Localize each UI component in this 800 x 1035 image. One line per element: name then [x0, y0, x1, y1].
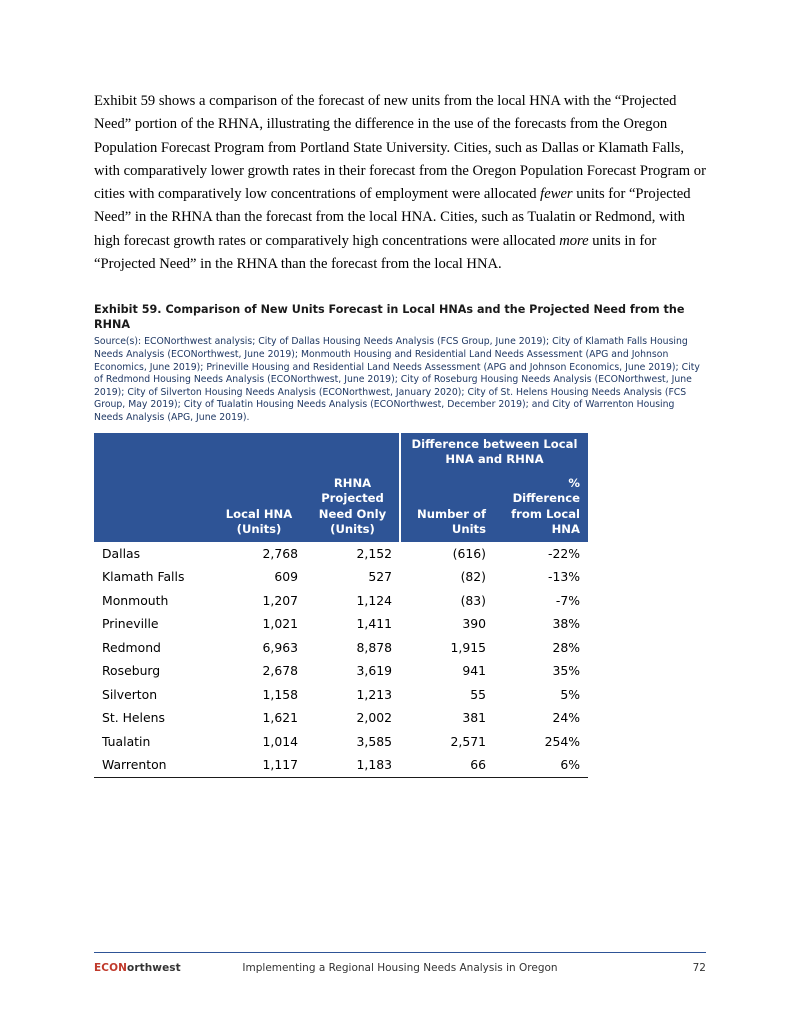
cell-local-hna: 6,963 — [262, 639, 298, 655]
cell-rhna-projected-need: 527 — [368, 569, 392, 585]
body-paragraph — [94, 90, 706, 276]
cell-number-of-units: 2,571 — [450, 733, 486, 749]
header-local-hna-line2: (Units) — [236, 522, 282, 537]
cell-city: Prineville — [102, 616, 159, 632]
table-row — [94, 589, 588, 613]
cell-local-hna: 609 — [274, 569, 298, 585]
cell-local-hna: 2,768 — [262, 545, 298, 561]
exhibit-source: Source(s): ECONorthwest analysis; City of Dallas Housing Needs Analysis (FCS Group, June 2019); City of Klamath Falls Housing Needs Analysis (ECONorthwest, June 2019); Monmouth Housing and Residential Land Needs Assessment (APG and Johnson Economics, June 2019); Prineville Housing and Residential Land Needs Assessment (APG and Johnson Economics, June 2019); City of Redmond Housing Needs Analysis (ECONorthwest, June 2019); City of Roseburg Housing Needs Analysis (ECONorthwest, June 2019); City of Silverton Housing Needs Analysis (ECONorthwest, January 2020); City of St. Helens Housing Needs Analysis (FCS Group, May 2019); City of Tualatin Housing Needs Analysis (ECONorthwest, December 2019); and City of Warrenton Housing Needs Analysis (APG, June 2019). — [94, 336, 700, 423]
cell-local-hna: 1,014 — [262, 733, 298, 749]
header-pct-difference — [494, 472, 588, 542]
table-row — [94, 659, 588, 683]
footer-divider — [94, 952, 706, 953]
cell-city: Tualatin — [102, 733, 151, 749]
header-pct-line1: % Difference — [512, 475, 580, 506]
header-rhna-line4: (Units) — [330, 522, 375, 537]
cell-local-hna: 1,207 — [262, 592, 298, 608]
cell-pct-difference: 6% — [494, 753, 588, 777]
cell-city: Dallas — [102, 545, 141, 561]
cell-rhna-projected-need: 8,878 — [356, 639, 392, 655]
header-pct-line3: HNA — [551, 522, 580, 537]
footer-title: Implementing a Regional Housing Needs Analysis in Oregon — [242, 962, 558, 974]
header-difference-group: Difference between Local HNA and RHNA — [400, 433, 588, 472]
table-row — [94, 730, 588, 754]
cell-number-of-units: 55 — [470, 686, 486, 702]
cell-number-of-units: 66 — [400, 753, 494, 777]
comparison-table — [94, 433, 588, 778]
cell-rhna-projected-need: 1,411 — [356, 616, 392, 632]
cell-city: Warrenton — [94, 753, 212, 777]
cell-pct-difference: 38% — [552, 616, 580, 632]
cell-pct-difference: 254% — [544, 733, 580, 749]
cell-city: St. Helens — [102, 710, 165, 726]
table-row — [94, 706, 588, 730]
cell-number-of-units: (83) — [460, 592, 486, 608]
footer-page-number: 72 — [692, 962, 706, 974]
header-number-of-units — [400, 472, 494, 542]
cell-pct-difference: 35% — [552, 663, 580, 679]
paragraph-italic-fewer: fewer — [540, 186, 573, 203]
header-city-blank — [94, 433, 212, 542]
cell-rhna-projected-need: 1,183 — [306, 753, 400, 777]
header-local-hna — [212, 433, 306, 542]
cell-pct-difference: -7% — [555, 592, 580, 608]
cell-rhna-projected-need: 2,002 — [356, 710, 392, 726]
cell-city: Monmouth — [102, 592, 169, 608]
header-local-hna-line1: Local HNA — [225, 506, 293, 521]
cell-local-hna: 1,158 — [262, 686, 298, 702]
table-row — [94, 683, 588, 707]
cell-city: Klamath Falls — [102, 569, 185, 585]
header-rhna-line3: Need Only — [318, 506, 387, 521]
cell-pct-difference: -22% — [547, 545, 580, 561]
cell-rhna-projected-need: 1,213 — [356, 686, 392, 702]
cell-rhna-projected-need: 2,152 — [356, 545, 392, 561]
footer-brand-econ: ECON — [94, 962, 127, 974]
paragraph-part-2: units for “Projected Need” in the RHNA than the forecast from the local HNA. Cities, such as Tualatin or Redmond, with high forecast growth rates or comparatively high concentrations were allocated — [94, 186, 691, 249]
table-header — [94, 433, 588, 542]
footer-brand-northwest: orthwest — [127, 962, 181, 974]
cell-rhna-projected-need: 1,124 — [356, 592, 392, 608]
cell-city: Redmond — [102, 639, 161, 655]
page-content — [94, 90, 706, 778]
cell-number-of-units: 390 — [462, 616, 486, 632]
cell-rhna-projected-need: 3,619 — [356, 663, 392, 679]
paragraph-part-1: Exhibit 59 shows a comparison of the forecast of new units from the local HNA with the “Projected Need” portion of the RHNA, illustrating the difference in the use of the forecasts from the Oregon Population Forecast Program from Portland State University. Cities, such as Dallas or Klamath Falls, with comparatively lower growth rates in their forecast from the Oregon Population Forecast Program or cities with comparatively low concentrations of employment were allocated — [94, 93, 706, 203]
cell-local-hna: 1,621 — [262, 710, 298, 726]
cell-number-of-units: 1,915 — [450, 639, 486, 655]
table-row — [94, 612, 588, 636]
cell-local-hna: 1,117 — [212, 753, 306, 777]
cell-city: Silverton — [102, 686, 158, 702]
cell-city: Roseburg — [102, 663, 161, 679]
header-number-line2: Units — [451, 522, 486, 537]
exhibit-title: Exhibit 59. Comparison of New Units Forecast in Local HNAs and the Projected Need from the RHNA — [94, 303, 685, 332]
paragraph-italic-more: more — [559, 232, 589, 249]
header-rhna-line2: Projected — [321, 491, 384, 506]
table-header-row-group — [94, 433, 588, 472]
table-row — [94, 565, 588, 589]
header-pct-line2: from Local — [511, 506, 580, 521]
header-rhna-projected-need — [306, 433, 400, 542]
table-row — [94, 636, 588, 660]
cell-number-of-units: (82) — [460, 569, 486, 585]
table-row — [94, 542, 588, 566]
paragraph-part-3: units in for “Projected Need” in the RHNA than the forecast from the local HNA. — [94, 232, 657, 273]
cell-number-of-units: 381 — [462, 710, 486, 726]
cell-pct-difference: 5% — [560, 686, 580, 702]
cell-number-of-units: (616) — [452, 545, 486, 561]
table-body — [94, 542, 588, 778]
cell-pct-difference: -13% — [547, 569, 580, 585]
cell-pct-difference: 28% — [552, 639, 580, 655]
cell-number-of-units: 941 — [462, 663, 486, 679]
cell-local-hna: 2,678 — [262, 663, 298, 679]
header-rhna-line1: RHNA — [333, 475, 372, 490]
table-row — [94, 753, 588, 777]
cell-local-hna: 1,021 — [262, 616, 298, 632]
header-number-line1: Number of — [417, 506, 486, 521]
cell-pct-difference: 24% — [552, 710, 580, 726]
cell-rhna-projected-need: 3,585 — [356, 733, 392, 749]
